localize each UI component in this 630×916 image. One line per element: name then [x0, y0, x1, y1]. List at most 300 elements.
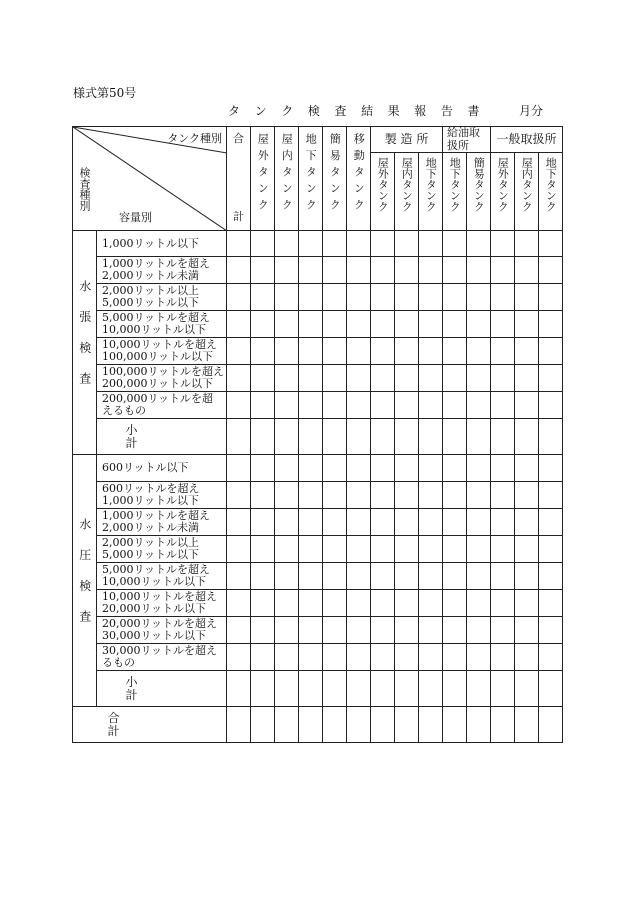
- water-fill-category-label: 水張検査: [77, 280, 92, 403]
- value-cell[interactable]: [323, 338, 347, 365]
- value-cell[interactable]: [347, 536, 371, 563]
- value-cell[interactable]: [251, 257, 275, 284]
- value-cell[interactable]: [491, 563, 515, 590]
- value-cell[interactable]: [419, 311, 443, 338]
- value-cell[interactable]: [347, 338, 371, 365]
- value-cell[interactable]: [371, 365, 395, 392]
- value-cell[interactable]: [251, 365, 275, 392]
- value-cell[interactable]: [227, 311, 251, 338]
- value-cell[interactable]: [491, 392, 515, 419]
- value-cell[interactable]: [299, 455, 323, 482]
- capacity-range-label: 100,000リットルを超え 200,000リットル以下: [97, 365, 227, 392]
- value-cell[interactable]: [491, 284, 515, 311]
- value-cell[interactable]: [419, 392, 443, 419]
- value-cell[interactable]: [347, 563, 371, 590]
- value-cell[interactable]: [491, 617, 515, 644]
- value-cell[interactable]: [251, 311, 275, 338]
- value-cell[interactable]: [491, 536, 515, 563]
- value-cell[interactable]: [323, 311, 347, 338]
- value-cell[interactable]: [539, 617, 563, 644]
- capacity-range-label: 5,000リットルを超え 10,000リットル以下: [97, 311, 227, 338]
- capacity-range-label: 600リットル以下: [97, 455, 227, 482]
- value-cell[interactable]: [419, 455, 443, 482]
- value-cell[interactable]: [539, 284, 563, 311]
- value-cell[interactable]: [299, 707, 323, 743]
- value-cell[interactable]: [347, 671, 371, 707]
- value-cell[interactable]: [251, 455, 275, 482]
- value-cell[interactable]: [299, 284, 323, 311]
- value-cell[interactable]: [323, 482, 347, 509]
- value-cell[interactable]: [299, 644, 323, 671]
- value-cell[interactable]: [443, 617, 467, 644]
- value-cell[interactable]: [515, 707, 539, 743]
- value-cell[interactable]: [395, 644, 419, 671]
- value-cell[interactable]: [491, 455, 515, 482]
- value-cell[interactable]: [467, 419, 491, 455]
- value-cell[interactable]: [419, 365, 443, 392]
- value-cell[interactable]: [371, 536, 395, 563]
- value-cell[interactable]: [443, 392, 467, 419]
- col-underground-header: 地下タンク: [299, 127, 323, 231]
- value-cell[interactable]: [419, 644, 443, 671]
- value-cell[interactable]: [371, 257, 395, 284]
- value-cell[interactable]: [419, 231, 443, 257]
- value-cell[interactable]: [443, 284, 467, 311]
- value-cell[interactable]: [515, 536, 539, 563]
- value-cell[interactable]: [467, 338, 491, 365]
- value-cell[interactable]: [323, 563, 347, 590]
- value-cell[interactable]: [539, 671, 563, 707]
- table-row: [73, 590, 563, 617]
- value-cell[interactable]: [395, 455, 419, 482]
- value-cell[interactable]: [275, 311, 299, 338]
- value-cell[interactable]: [467, 590, 491, 617]
- value-cell[interactable]: [323, 671, 347, 707]
- capacity-label: 容量別: [119, 211, 152, 225]
- value-cell[interactable]: [227, 563, 251, 590]
- value-cell[interactable]: [491, 707, 515, 743]
- value-cell[interactable]: [275, 338, 299, 365]
- table-row: [73, 455, 563, 482]
- value-cell[interactable]: [371, 482, 395, 509]
- value-cell[interactable]: [395, 563, 419, 590]
- value-cell[interactable]: [539, 590, 563, 617]
- value-cell[interactable]: [323, 536, 347, 563]
- value-cell[interactable]: [515, 419, 539, 455]
- value-cell[interactable]: [443, 644, 467, 671]
- value-cell[interactable]: [515, 338, 539, 365]
- value-cell[interactable]: [539, 231, 563, 257]
- value-cell[interactable]: [251, 590, 275, 617]
- value-cell[interactable]: [371, 455, 395, 482]
- value-cell[interactable]: [395, 482, 419, 509]
- value-cell[interactable]: [299, 482, 323, 509]
- water-pressure-category-label: 水圧検査: [77, 518, 92, 641]
- value-cell[interactable]: [299, 392, 323, 419]
- value-cell[interactable]: [467, 671, 491, 707]
- value-cell[interactable]: [275, 482, 299, 509]
- value-cell[interactable]: [251, 482, 275, 509]
- value-cell[interactable]: [539, 563, 563, 590]
- value-cell[interactable]: [227, 536, 251, 563]
- value-cell[interactable]: [323, 707, 347, 743]
- value-cell[interactable]: [251, 536, 275, 563]
- value-cell[interactable]: [275, 392, 299, 419]
- value-cell[interactable]: [443, 257, 467, 284]
- value-cell[interactable]: [299, 536, 323, 563]
- value-cell[interactable]: [515, 482, 539, 509]
- value-cell[interactable]: [323, 590, 347, 617]
- value-cell[interactable]: [395, 311, 419, 338]
- general-indoor-header: 屋内タンク: [515, 153, 539, 231]
- tank-type-label: タンク種別: [167, 132, 222, 145]
- value-cell[interactable]: [299, 671, 323, 707]
- value-cell[interactable]: [227, 257, 251, 284]
- value-cell[interactable]: [371, 284, 395, 311]
- refuel-simple-header: 簡易タンク: [467, 153, 491, 231]
- value-cell[interactable]: [251, 231, 275, 257]
- value-cell[interactable]: [515, 365, 539, 392]
- value-cell[interactable]: [419, 482, 443, 509]
- value-cell[interactable]: [275, 536, 299, 563]
- value-cell[interactable]: [347, 419, 371, 455]
- value-cell[interactable]: [275, 563, 299, 590]
- value-cell[interactable]: [539, 419, 563, 455]
- value-cell[interactable]: [467, 617, 491, 644]
- value-cell[interactable]: [539, 482, 563, 509]
- value-cell[interactable]: [515, 644, 539, 671]
- value-cell[interactable]: [419, 590, 443, 617]
- value-cell[interactable]: [515, 617, 539, 644]
- value-cell[interactable]: [539, 257, 563, 284]
- table-row: [73, 644, 563, 671]
- value-cell[interactable]: [491, 257, 515, 284]
- col-mobile-header: 移動タンク: [347, 127, 371, 231]
- value-cell[interactable]: [347, 231, 371, 257]
- value-cell[interactable]: [467, 455, 491, 482]
- total-top-char: 合: [233, 132, 244, 145]
- value-cell[interactable]: [371, 419, 395, 455]
- table-row: [73, 257, 563, 284]
- capacity-range-label: 200,000リットルを超 えるもの: [97, 392, 227, 419]
- value-cell[interactable]: [491, 590, 515, 617]
- value-cell[interactable]: [395, 365, 419, 392]
- value-cell[interactable]: [347, 311, 371, 338]
- value-cell[interactable]: [227, 231, 251, 257]
- value-cell[interactable]: [323, 644, 347, 671]
- value-cell[interactable]: [515, 509, 539, 536]
- value-cell[interactable]: [419, 563, 443, 590]
- grand-total-label: 合計: [73, 707, 227, 743]
- value-cell[interactable]: [251, 509, 275, 536]
- value-cell[interactable]: [323, 284, 347, 311]
- value-cell[interactable]: [443, 419, 467, 455]
- value-cell[interactable]: [275, 707, 299, 743]
- value-cell[interactable]: [419, 536, 443, 563]
- value-cell[interactable]: [419, 257, 443, 284]
- value-cell[interactable]: [299, 257, 323, 284]
- value-cell[interactable]: [347, 509, 371, 536]
- value-cell[interactable]: [227, 617, 251, 644]
- value-cell[interactable]: [395, 617, 419, 644]
- capacity-range-label: 5,000リットルを超え 10,000リットル以下: [97, 563, 227, 590]
- value-cell[interactable]: [275, 284, 299, 311]
- value-cell[interactable]: [419, 419, 443, 455]
- value-cell[interactable]: [443, 671, 467, 707]
- value-cell[interactable]: [299, 231, 323, 257]
- value-cell[interactable]: [419, 671, 443, 707]
- value-cell[interactable]: [371, 509, 395, 536]
- subtotal-label: 小計: [97, 419, 227, 455]
- table-row: [73, 231, 563, 257]
- value-cell[interactable]: [395, 509, 419, 536]
- value-cell[interactable]: [227, 644, 251, 671]
- value-cell[interactable]: [539, 392, 563, 419]
- value-cell[interactable]: [491, 644, 515, 671]
- value-cell[interactable]: [515, 563, 539, 590]
- general-outdoor-header: 屋外タンク: [491, 153, 515, 231]
- value-cell[interactable]: [467, 509, 491, 536]
- value-cell[interactable]: [395, 392, 419, 419]
- table-row: [73, 311, 563, 338]
- capacity-range-label: 20,000リットルを超え 30,000リットル以下: [97, 617, 227, 644]
- value-cell[interactable]: [323, 617, 347, 644]
- value-cell[interactable]: [251, 671, 275, 707]
- value-cell[interactable]: [347, 392, 371, 419]
- total-bottom-char: 計: [233, 210, 244, 224]
- value-cell[interactable]: [275, 617, 299, 644]
- value-cell[interactable]: [347, 707, 371, 743]
- value-cell[interactable]: [251, 617, 275, 644]
- value-cell[interactable]: [251, 419, 275, 455]
- value-cell[interactable]: [371, 590, 395, 617]
- group-general-header: 一般取扱所: [491, 127, 563, 153]
- value-cell[interactable]: [227, 707, 251, 743]
- value-cell[interactable]: [347, 482, 371, 509]
- value-cell[interactable]: [275, 644, 299, 671]
- value-cell[interactable]: [251, 563, 275, 590]
- value-cell[interactable]: [443, 482, 467, 509]
- value-cell[interactable]: [299, 590, 323, 617]
- factory-indoor-header: 屋内タンク: [395, 153, 419, 231]
- water-pressure-category-cell: [73, 455, 97, 707]
- value-cell[interactable]: [443, 509, 467, 536]
- value-cell[interactable]: [323, 509, 347, 536]
- value-cell[interactable]: [467, 365, 491, 392]
- value-cell[interactable]: [443, 536, 467, 563]
- value-cell[interactable]: [443, 455, 467, 482]
- value-cell[interactable]: [539, 365, 563, 392]
- value-cell[interactable]: [323, 392, 347, 419]
- capacity-range-label: 2,000リットル以上 5,000リットル以下: [97, 284, 227, 311]
- value-cell[interactable]: [515, 392, 539, 419]
- value-cell[interactable]: [515, 455, 539, 482]
- value-cell[interactable]: [491, 671, 515, 707]
- value-cell[interactable]: [443, 563, 467, 590]
- value-cell[interactable]: [371, 311, 395, 338]
- value-cell[interactable]: [443, 311, 467, 338]
- value-cell[interactable]: [467, 482, 491, 509]
- value-cell[interactable]: [275, 455, 299, 482]
- value-cell[interactable]: [491, 338, 515, 365]
- value-cell[interactable]: [539, 644, 563, 671]
- capacity-range-label: 10,000リットルを超え 100,000リットル以下: [97, 338, 227, 365]
- value-cell[interactable]: [227, 509, 251, 536]
- water-pressure-subtotal-row: [73, 671, 563, 707]
- value-cell[interactable]: [347, 257, 371, 284]
- value-cell[interactable]: [227, 338, 251, 365]
- value-cell[interactable]: [395, 419, 419, 455]
- value-cell[interactable]: [227, 671, 251, 707]
- value-cell[interactable]: [323, 365, 347, 392]
- value-cell[interactable]: [395, 257, 419, 284]
- value-cell[interactable]: [251, 284, 275, 311]
- value-cell[interactable]: [515, 311, 539, 338]
- value-cell[interactable]: [299, 338, 323, 365]
- value-cell[interactable]: [419, 284, 443, 311]
- value-cell[interactable]: [371, 644, 395, 671]
- value-cell[interactable]: [227, 419, 251, 455]
- value-cell[interactable]: [467, 392, 491, 419]
- value-cell[interactable]: [395, 338, 419, 365]
- value-cell[interactable]: [395, 231, 419, 257]
- value-cell[interactable]: [347, 617, 371, 644]
- value-cell[interactable]: [371, 671, 395, 707]
- value-cell[interactable]: [371, 617, 395, 644]
- value-cell[interactable]: [539, 338, 563, 365]
- value-cell[interactable]: [491, 482, 515, 509]
- value-cell[interactable]: [491, 231, 515, 257]
- document-title: タ ン ク 検 査 結 果 報 告 書: [228, 104, 485, 118]
- table-row: [73, 365, 563, 392]
- value-cell[interactable]: [443, 707, 467, 743]
- value-cell[interactable]: [299, 419, 323, 455]
- value-cell[interactable]: [299, 563, 323, 590]
- value-cell[interactable]: [491, 311, 515, 338]
- value-cell[interactable]: [443, 338, 467, 365]
- value-cell[interactable]: [395, 284, 419, 311]
- value-cell[interactable]: [467, 257, 491, 284]
- value-cell[interactable]: [395, 671, 419, 707]
- value-cell[interactable]: [467, 707, 491, 743]
- value-cell[interactable]: [371, 392, 395, 419]
- value-cell[interactable]: [395, 590, 419, 617]
- value-cell[interactable]: [347, 644, 371, 671]
- value-cell[interactable]: [275, 590, 299, 617]
- value-cell[interactable]: [275, 257, 299, 284]
- value-cell[interactable]: [299, 365, 323, 392]
- value-cell[interactable]: [467, 311, 491, 338]
- value-cell[interactable]: [299, 509, 323, 536]
- inspection-report-table: [72, 126, 563, 743]
- value-cell[interactable]: [491, 365, 515, 392]
- value-cell[interactable]: [515, 590, 539, 617]
- value-cell[interactable]: [515, 671, 539, 707]
- value-cell[interactable]: [419, 707, 443, 743]
- value-cell[interactable]: [251, 644, 275, 671]
- group-refuel-header: 給油取 扱所: [443, 127, 491, 153]
- value-cell[interactable]: [443, 590, 467, 617]
- value-cell[interactable]: [539, 707, 563, 743]
- value-cell[interactable]: [347, 590, 371, 617]
- value-cell[interactable]: [443, 231, 467, 257]
- value-cell[interactable]: [299, 311, 323, 338]
- value-cell[interactable]: [467, 536, 491, 563]
- value-cell[interactable]: [539, 536, 563, 563]
- value-cell[interactable]: [227, 482, 251, 509]
- inspection-type-label: 検査種別: [78, 167, 91, 211]
- value-cell[interactable]: [347, 365, 371, 392]
- capacity-range-label: 1,000リットル以下: [97, 231, 227, 257]
- value-cell[interactable]: [515, 284, 539, 311]
- value-cell[interactable]: [251, 707, 275, 743]
- value-cell[interactable]: [227, 590, 251, 617]
- water-fill-subtotal-row: [73, 419, 563, 455]
- value-cell[interactable]: [491, 509, 515, 536]
- value-cell[interactable]: [539, 509, 563, 536]
- water-fill-category-cell: [73, 231, 97, 455]
- value-cell[interactable]: [419, 338, 443, 365]
- value-cell[interactable]: [275, 365, 299, 392]
- value-cell[interactable]: [539, 455, 563, 482]
- value-cell[interactable]: [371, 563, 395, 590]
- value-cell[interactable]: [323, 257, 347, 284]
- subtotal-label: 小計: [97, 671, 227, 707]
- value-cell[interactable]: [371, 231, 395, 257]
- value-cell[interactable]: [323, 419, 347, 455]
- value-cell[interactable]: [467, 284, 491, 311]
- value-cell[interactable]: [251, 338, 275, 365]
- value-cell[interactable]: [227, 365, 251, 392]
- value-cell[interactable]: [227, 284, 251, 311]
- value-cell[interactable]: [347, 455, 371, 482]
- table-row: [73, 617, 563, 644]
- value-cell[interactable]: [419, 617, 443, 644]
- value-cell[interactable]: [275, 671, 299, 707]
- value-cell[interactable]: [251, 392, 275, 419]
- value-cell[interactable]: [419, 509, 443, 536]
- value-cell[interactable]: [347, 284, 371, 311]
- form-number: 様式第50号: [73, 86, 137, 100]
- value-cell[interactable]: [323, 231, 347, 257]
- capacity-range-label: 2,000リットル以上 5,000リットル以下: [97, 536, 227, 563]
- col-indoor-header: 屋内タンク: [275, 127, 299, 231]
- value-cell[interactable]: [227, 392, 251, 419]
- value-cell[interactable]: [467, 563, 491, 590]
- value-cell[interactable]: [467, 644, 491, 671]
- value-cell[interactable]: [371, 338, 395, 365]
- value-cell[interactable]: [467, 231, 491, 257]
- value-cell[interactable]: [539, 311, 563, 338]
- value-cell[interactable]: [227, 455, 251, 482]
- value-cell[interactable]: [323, 455, 347, 482]
- table-row: [73, 284, 563, 311]
- value-cell[interactable]: [275, 231, 299, 257]
- value-cell[interactable]: [275, 509, 299, 536]
- value-cell[interactable]: [275, 419, 299, 455]
- value-cell[interactable]: [515, 257, 539, 284]
- value-cell[interactable]: [395, 707, 419, 743]
- value-cell[interactable]: [395, 536, 419, 563]
- value-cell[interactable]: [371, 707, 395, 743]
- value-cell[interactable]: [299, 617, 323, 644]
- grand-total-row: [73, 707, 563, 743]
- value-cell[interactable]: [443, 365, 467, 392]
- table-row: [73, 509, 563, 536]
- value-cell[interactable]: [491, 419, 515, 455]
- value-cell[interactable]: [515, 231, 539, 257]
- capacity-range-label: 1,000リットルを超え 2,000リットル未満: [97, 509, 227, 536]
